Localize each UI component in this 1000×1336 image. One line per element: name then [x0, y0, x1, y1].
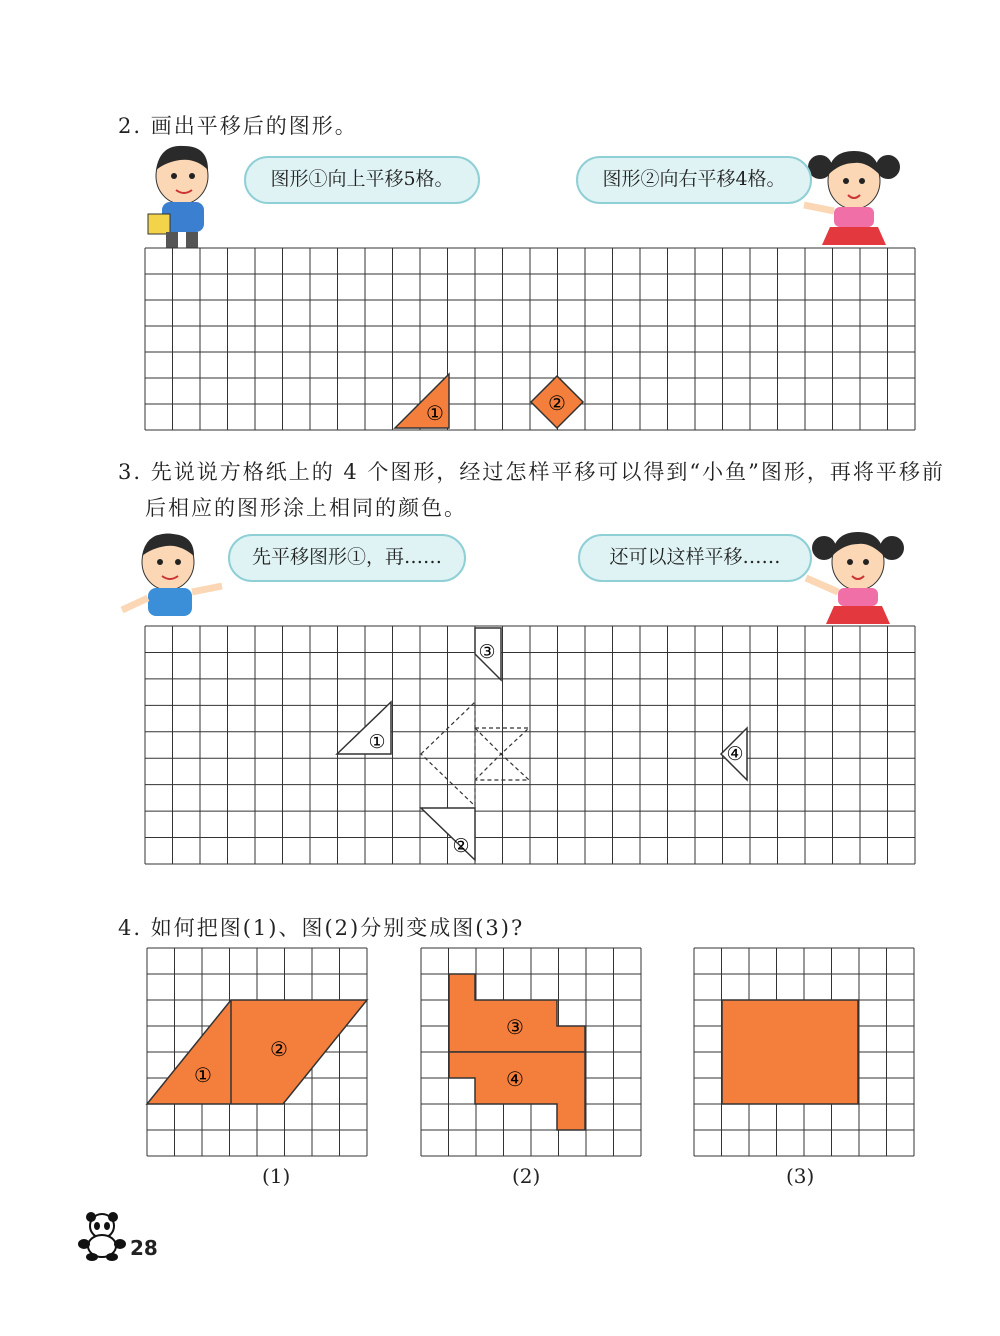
q4-fig2-shape-4	[449, 1052, 585, 1130]
q4-figure-1	[147, 948, 367, 1156]
q4-fig2-caption: (2)	[512, 1164, 541, 1188]
q4-title: 4. 如何把图(1)、图(2)分别变成图(3)?	[118, 916, 525, 940]
girl-illustration	[800, 145, 900, 250]
q3-shape-1-label: ①	[368, 731, 386, 753]
q4-fig2-shape-3	[449, 974, 585, 1052]
q3-grid	[145, 626, 915, 864]
q2-boy-speech: 图形①向上平移5格。	[270, 168, 454, 190]
q4-figure-3	[694, 948, 914, 1156]
q2-grid	[145, 248, 915, 430]
q3-boy-speech: 先平移图形①，再……	[251, 546, 442, 568]
q3-shape-3-label: ③	[478, 641, 496, 663]
boy-illustration	[118, 528, 228, 618]
q2-boy-speech-bubble	[244, 156, 480, 204]
q3-girl-speech: 还可以这样平移……	[609, 546, 781, 568]
q2-shape-1-label: ①	[426, 401, 444, 425]
q3-girl-speech-bubble	[578, 534, 812, 582]
q2-girl-speech: 图形②向右平移4格。	[602, 168, 786, 190]
q3-shape-2-label: ②	[452, 835, 470, 857]
q3-shape-4-label: ④	[726, 743, 744, 765]
boy-illustration	[140, 140, 230, 250]
page-number: 28	[130, 1236, 158, 1260]
q2-girl-speech-bubble	[576, 156, 812, 204]
q4-figure-2	[421, 948, 641, 1156]
q4-fig1-label-2: ②	[270, 1037, 288, 1061]
girl-illustration	[800, 526, 910, 626]
panda-icon	[76, 1212, 128, 1262]
q2-shape-2-label: ②	[548, 391, 566, 415]
q3-boy-speech-bubble	[228, 534, 466, 582]
q4-fig1-caption: (1)	[262, 1164, 291, 1188]
q2-title: 2. 画出平移后的图形。	[118, 114, 358, 138]
q3-title-line1: 3. 先说说方格纸上的 4 个图形，经过怎样平移可以得到“小鱼”图形，再将平移前	[118, 460, 945, 484]
q4-fig2-label-3: ③	[506, 1015, 524, 1039]
q4-fig3-caption: (3)	[786, 1164, 815, 1188]
q4-fig2-label-4: ④	[506, 1067, 524, 1091]
q4-fig3-rectangle	[722, 1000, 858, 1104]
q4-fig1-label-1: ①	[194, 1063, 212, 1087]
q3-title-line2: 后相应的图形涂上相同的颜色。	[145, 496, 467, 520]
